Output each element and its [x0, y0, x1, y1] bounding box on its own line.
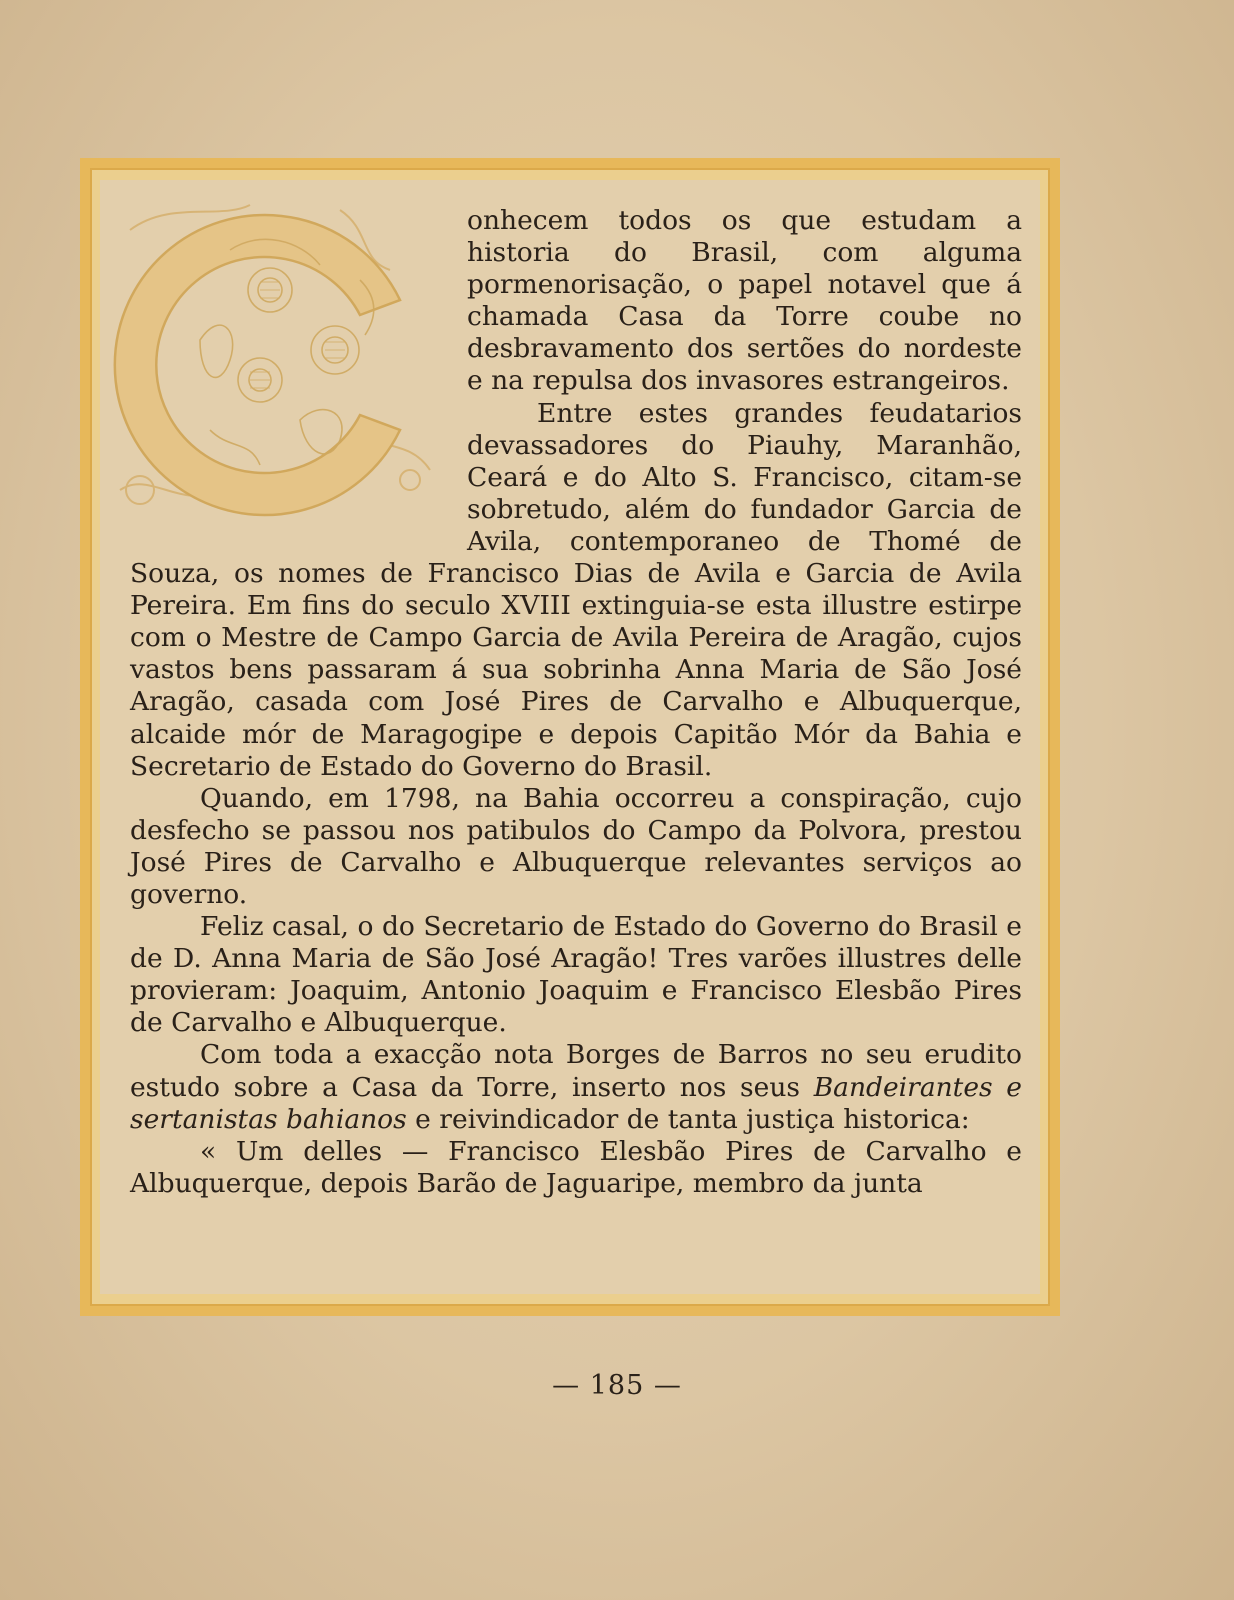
- paragraph-6-quote: « Um delles — Francisco Elesbão Pires de Carvalho e Albuquerque, depois Barão de Jaguaripe, membro da junta: [130, 1135, 1022, 1199]
- paragraph-5: [130, 1039, 1022, 1135]
- body-text: [130, 205, 1022, 1200]
- page-number: — 185 —: [552, 1370, 682, 1401]
- paragraph-5-text-after: e reivindicador de tanta justiça historica:: [406, 1103, 970, 1135]
- book-title-italic: Bandeirantes e sertanistas bahianos: [130, 1071, 1022, 1135]
- drop-cap-space: [130, 205, 467, 527]
- paragraph-4: Feliz casal, o do Secretario de Estado do Governo do Brasil e de D. Anna Maria de São José Aragão! Tres varões illustres delle provieram: Joaquim, Antonio Joaquim e Francisco Elesbão Pires de Carvalho e Albuquerque.: [130, 911, 1022, 1039]
- paragraph-3: Quando, em 1798, na Bahia occorreu a conspiração, cujo desfecho se passou nos patibulos do Campo da Polvora, prestou José Pires de Carvalho e Albuquerque relevantes serviços ao governo.: [130, 782, 1022, 910]
- paragraph-5-text-before: Com toda a exacção nota Borges de Barros no seu erudito estudo sobre a Casa da Torre, inserto nos seus: [130, 1039, 1022, 1103]
- paragraph-1: onhecem todos os que estudam a historia do Brasil, com alguma pormenorisação, o papel notavel que á chamada Casa da Torre coube no desbravamento dos sertões do nordeste e na repulsa dos invasores estrangeiros.: [467, 205, 1022, 397]
- paragraph-2: Entre estes grandes feudatarios devassadores do Piauhy, Maranhão, Ceará e do Alto S. Francisco, citam-se sobretudo, além do fundador Garcia de Avila, contemporaneo de Thomé de Souza, os nomes de Francisco Dias de Avila e Garcia de Avila Pereira. Em fins do seculo XVIII extinguia-se esta illustre estirpe com o Mestre de Campo Garcia de Avila Pereira de Aragão, cujos vastos bens passaram á sua sobrinha Anna Maria de São José Aragão, casada com José Pires de Carvalho e Albuquerque, alcaide mór de Maragogipe e depois Capitão Mór da Bahia e Secretario de Estado do Governo do Brasil.: [130, 397, 1022, 782]
